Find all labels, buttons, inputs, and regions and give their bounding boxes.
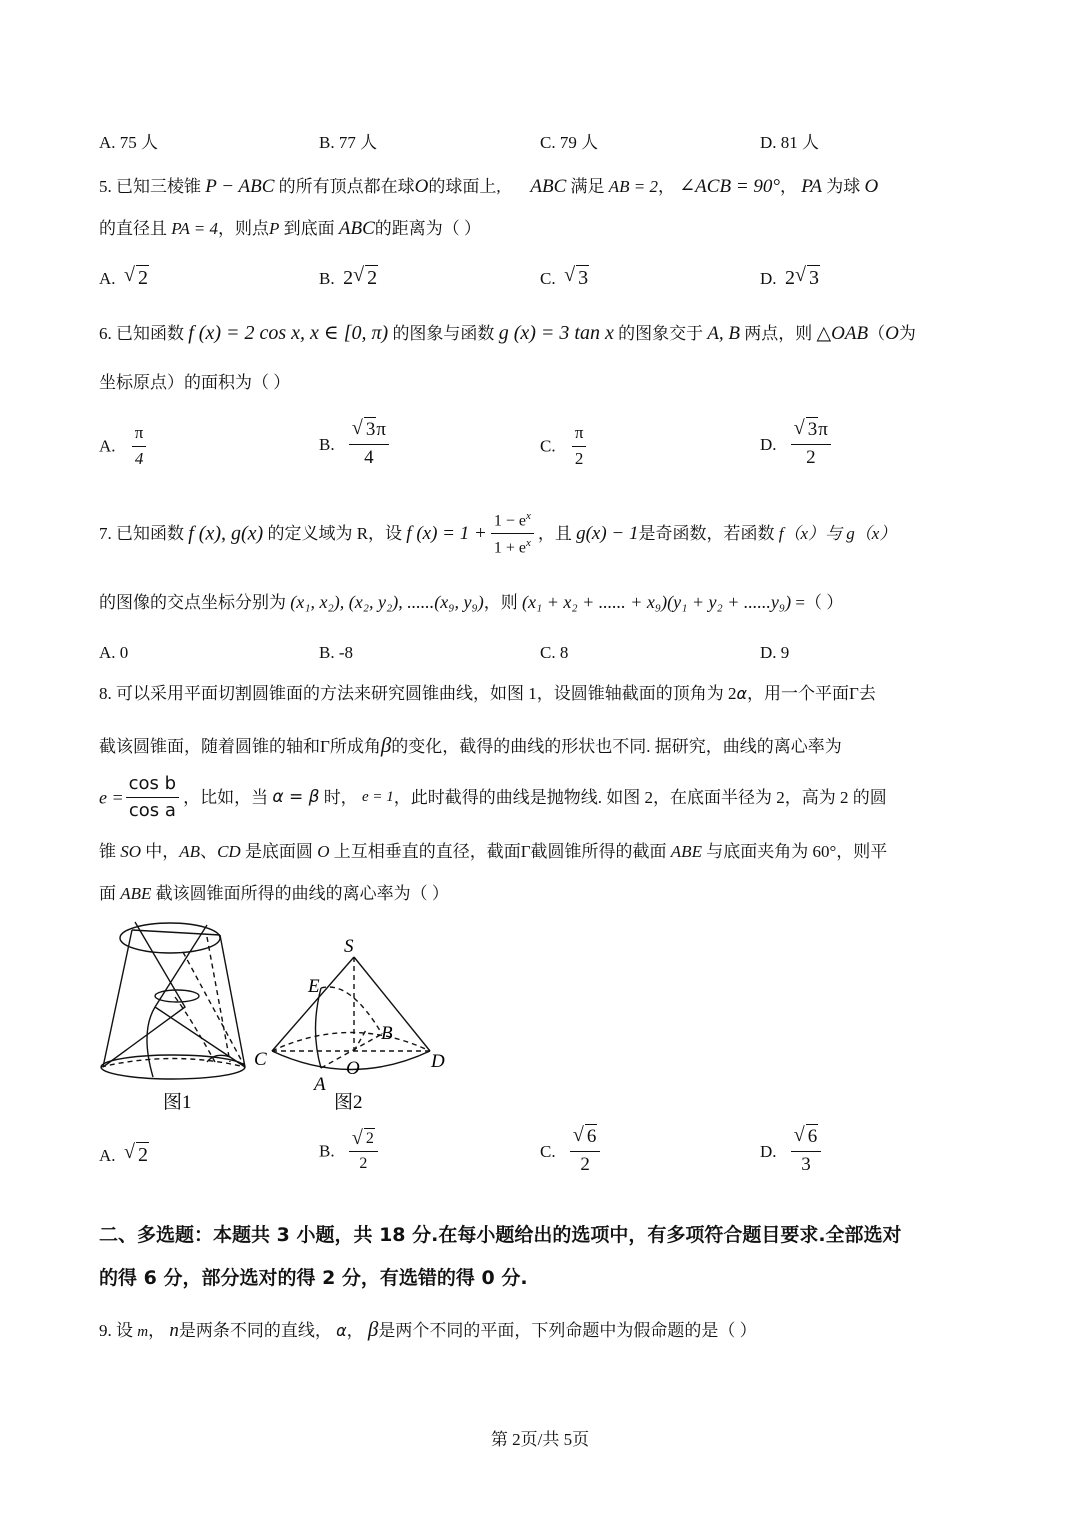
q4-option-c: C. 79 人: [540, 133, 599, 152]
fig2-label-s: S: [344, 936, 354, 957]
q5-option-b: B. 2 √ 2: [319, 264, 378, 289]
fig2-label-e: E: [308, 976, 320, 997]
fig2-label-b: B: [381, 1023, 393, 1044]
q7-option-b: B. -8: [319, 643, 353, 662]
q6-option-b: B. √ 3π 4: [319, 420, 393, 469]
q8-option-b: B. √ 2 2: [319, 1130, 382, 1172]
q5-option-c: C. √ 3: [540, 264, 589, 289]
q7-option-a: A. 0: [99, 643, 129, 662]
q6-line1: 6. 已知函数 f (x) = 2 cos x, x ∈ [0, π) 的图象与函数 g (x) = 3 tan x 的图象交于 A, B 两点，则 △OAB（O为: [99, 322, 916, 344]
q8-option-d: D. √ 6 3: [760, 1127, 825, 1176]
q7-option-d: D. 9: [760, 643, 790, 662]
fig2-label-d: D: [431, 1051, 445, 1072]
q6-line2: 坐标原点）的面积为（ ）: [99, 373, 291, 392]
fig2-label-c: C: [254, 1049, 267, 1070]
q8-line4: 锥 SO 中，AB、CD 是底面圆 O 上互相垂直的直径，截面Γ截圆锥所得的截面 ABE 与底面夹角为 60°，则平: [99, 842, 888, 861]
q8-line2: 截该圆锥面，随着圆锥的轴和Γ所成角β的变化，截得的曲线的形状也不同. 据研究，曲线的离心率为: [99, 733, 842, 757]
figure-1-cone-diagram: [95, 912, 265, 1117]
page-footer: 第 2页/共 5页: [490, 1430, 590, 1449]
fig2-label-a: A: [314, 1074, 326, 1095]
q8-option-c: C. √ 6 2: [540, 1127, 604, 1176]
fig1-caption: 图1: [163, 1092, 192, 1113]
q6-option-a: A. $\frac{\pi}{4}$: [99, 424, 150, 468]
q8-line5: 面 ABE 截该圆锥面所得的曲线的离心率为（ ）: [99, 884, 449, 903]
q7-line1: 7. 已知函数 f (x), g(x) 的定义域为 R，设 f (x) = 1 + $\frac{1 - e^x}{1 + e^x}$ ，且 g(x) − 1是奇函数，若函数 f（x）与 g（x）: [99, 510, 897, 557]
section2-heading-line1: 二、多选题：本题共 3 小题，共 18 分.在每小题给出的选项中，有多项符合题目要求.全部选对: [99, 1224, 902, 1246]
q5-line1: 5. 已知三棱锥 P − ABC 的所有顶点都在球O的球面上, ABC 满足 AB = 2， ∠ACB = 90°， PA 为球 O: [99, 176, 879, 197]
q5-option-a: A. √ 2: [99, 264, 149, 289]
section2-heading-line2: 的得 6 分，部分选对的得 2 分，有选错的得 0 分.: [99, 1267, 528, 1289]
q5-line2: 的直径且 PA = 4，则点P 到底面 ABC的距离为（ ）: [99, 218, 482, 239]
q9-line: 9. 设 m， n是两条不同的直线， α， β是两个不同的平面，下列命题中为假命题的是（ ）: [99, 1317, 757, 1341]
figure-2-cone-diagram: [250, 930, 460, 1115]
q8-line1: 8. 可以采用平面切割圆锥面的方法来研究圆锥曲线，如图 1，设圆锥轴截面的顶角为 2α，用一个平面Γ去: [99, 684, 876, 703]
fig2-caption: 图2: [334, 1092, 363, 1113]
q7-option-c: C. 8: [540, 643, 569, 662]
q8-option-a: A. √ 2: [99, 1141, 149, 1166]
q7-line2: 的图像的交点坐标分别为 (x₁, x₂), (x₂, y₂), ......(x₉, y₉)，则 (x₁ + x₂ + ...... + x₉)(y₁ + y₂ + ......y₉) =（ ）: [99, 592, 844, 612]
q8-line3: e = $\frac{\text{cos b}}{\text{cos a}}$ ，比如，当 α = β 时， e = 1，此时截得的曲线是抛物线. 如图 2，在底面半径为 2，高为 2 的圆: [99, 773, 887, 821]
q6-option-c: C. $\frac{\pi}{2}$: [540, 424, 590, 468]
fig2-label-o: O: [346, 1058, 360, 1079]
q5-option-d: D. 2 √ 3: [760, 264, 820, 289]
q6-option-d: D. √ 3π 2: [760, 420, 835, 469]
q4-option-d: D. 81 人: [760, 133, 820, 152]
q4-option-b: B. 77 人: [319, 133, 378, 152]
q4-option-a: A. 75 人: [99, 133, 159, 152]
